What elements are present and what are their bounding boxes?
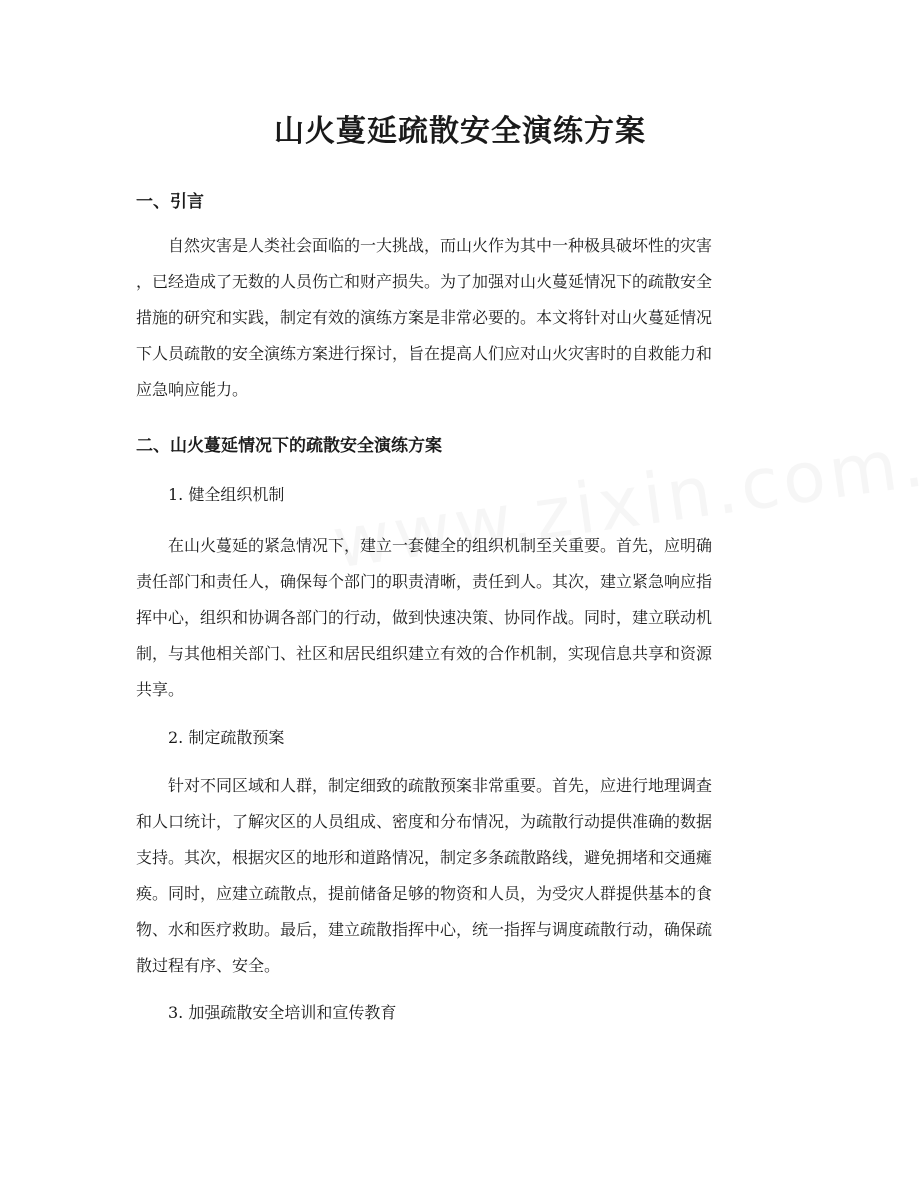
subsection-title-evacuation-plan: 2. 制定疏散预案: [168, 728, 285, 747]
page-title: 山火蔓延疏散安全演练方案: [274, 114, 646, 149]
paragraph-line: 自然灾害是人类社会面临的一大挑战，而山火作为其中一种极具破坏性的灾害: [136, 236, 713, 255]
paragraph-line: 痪。同时，应建立疏散点，提前储备足够的物资和人员，为受灾人群提供基本的食: [136, 884, 713, 903]
paragraph-line: 责任部门和责任人，确保每个部门的职责清晰，责任到人。其次，建立紧急响应指: [136, 572, 713, 591]
organization-paragraph: [136, 528, 786, 708]
section-heading-intro: 一、引言: [136, 192, 204, 212]
paragraph-line: 共享。: [136, 680, 185, 699]
paragraph-line: 物、水和医疗救助。最后，建立疏散指挥中心，统一指挥与调度疏散行动，确保疏: [136, 920, 713, 939]
paragraph-line: 挥中心，组织和协调各部门的行动，做到快速决策、协同作战。同时，建立联动机: [136, 608, 713, 627]
subsection-title-organization: 1. 健全组织机制: [168, 485, 285, 504]
paragraph-line: 应急响应能力。: [136, 380, 249, 399]
section-heading-plan: 二、山火蔓延情况下的疏散安全演练方案: [136, 436, 442, 456]
subsection-title-training: 3. 加强疏散安全培训和宣传教育: [168, 1003, 397, 1022]
paragraph-line: ，已经造成了无数的人员伤亡和财产损失。为了加强对山火蔓延情况下的疏散安全: [136, 272, 713, 291]
evacuation-plan-paragraph: [136, 768, 786, 984]
paragraph-line: 下人员疏散的安全演练方案进行探讨，旨在提高人们应对山火灾害时的自救能力和: [136, 344, 713, 363]
paragraph-line: 制，与其他相关部门、社区和居民组织建立有效的合作机制，实现信息共享和资源: [136, 644, 713, 663]
paragraph-line: 支持。其次，根据灾区的地形和道路情况，制定多条疏散路线，避免拥堵和交通瘫: [136, 848, 713, 867]
paragraph-line: 针对不同区域和人群，制定细致的疏散预案非常重要。首先，应进行地理调查: [136, 776, 713, 795]
paragraph-line: 和人口统计，了解灾区的人员组成、密度和分布情况，为疏散行动提供准确的数据: [136, 812, 713, 831]
paragraph-line: 在山火蔓延的紧急情况下，建立一套健全的组织机制至关重要。首先，应明确: [136, 536, 713, 555]
intro-paragraph: [136, 228, 786, 408]
paragraph-line: 措施的研究和实践，制定有效的演练方案是非常必要的。本文将针对山火蔓延情况: [136, 308, 713, 327]
paragraph-line: 散过程有序、安全。: [136, 956, 281, 975]
